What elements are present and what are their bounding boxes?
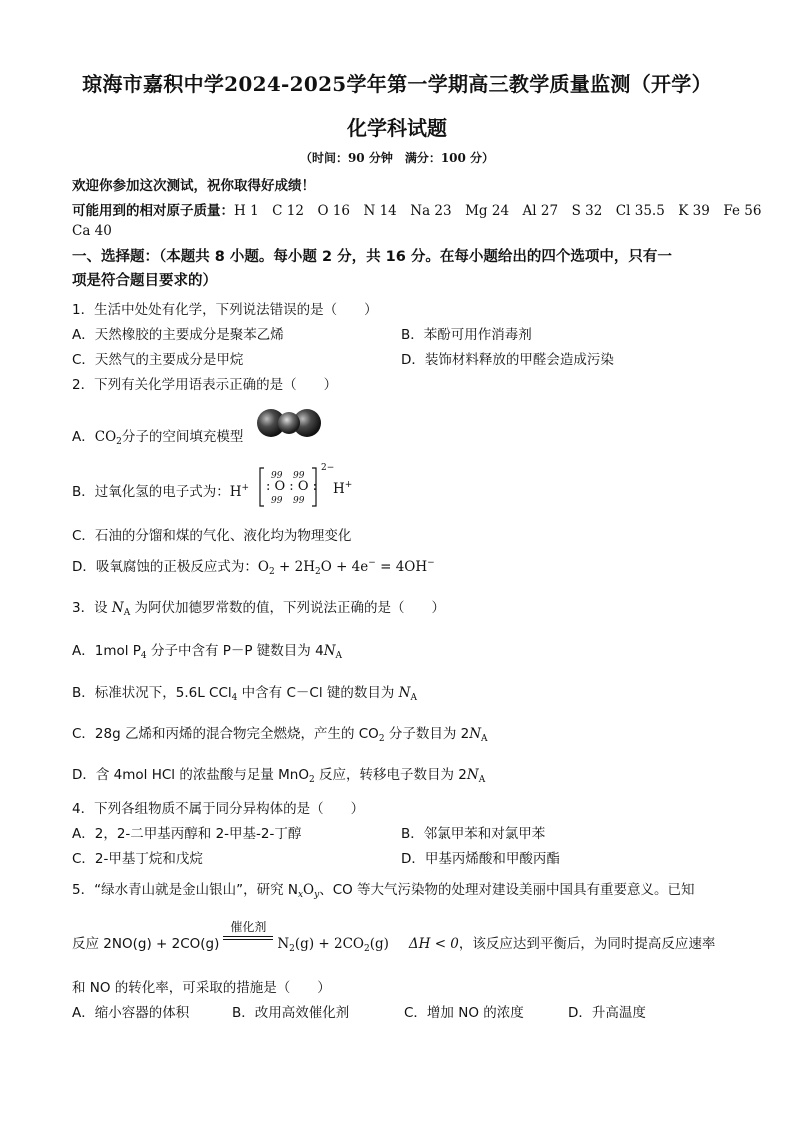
- q2-option-a: A．$CO_2$分子的空间填充模型: [72, 429, 244, 447]
- q5-option-d: D．升高温度: [568, 1005, 646, 1021]
- q1-option-d: D．装饰材料释放的甲醛会造成污染: [401, 352, 614, 368]
- atomic-mass-label: 可能用到的相对原子质量：: [72, 203, 234, 219]
- q2-option-c: C．石油的分馏和煤的气化、液化均为物理变化: [72, 528, 352, 544]
- q3-option-b: B．标准状况下，5.6L CCl$_4$ 中含有 C－Cl 键的数目为 $N_A$: [72, 685, 417, 703]
- q3-option-a: A．1mol $P_4$ 分子中含有 P－P 键数目为 $4N_A$: [72, 643, 343, 661]
- exam-title: 琼海市嘉积中学2024-2025学年第一学期高三教学质量监测（开学）: [82, 72, 712, 96]
- peroxide-h-right: H+: [333, 480, 353, 497]
- svg-text:99: 99: [293, 496, 305, 506]
- q2-option-d: D．吸氧腐蚀的正极反应式为：$O_2 + 2H_2O + 4e^- = 4OH^-$: [72, 558, 435, 577]
- q3-option-c: C．28g 乙烯和丙烯的混合物完全燃烧，产生的 $CO_2$ 分子数目为 $2N_A$: [72, 726, 488, 744]
- q5-option-a: A．缩小容器的体积: [72, 1005, 190, 1021]
- co2-space-filling-model-icon: [256, 408, 322, 438]
- q4-option-a: A．2，2-二甲基丙醇和 2-甲基-2-丁醇: [72, 826, 302, 842]
- exam-subtitle: 化学科试题: [347, 116, 447, 140]
- q1-option-a: A．天然橡胶的主要成分是聚苯乙烯: [72, 327, 284, 343]
- q5-option-b: B．改用高效催化剂: [232, 1005, 350, 1021]
- section-heading: [72, 245, 724, 293]
- q2-stem: 2．下列有关化学用语表示正确的是（ ）: [72, 377, 338, 393]
- q5-line3: 和 NO 的转化率，可采取的措施是（ ）: [72, 980, 331, 996]
- catalyst-arrow-icon: 催化剂: [221, 932, 275, 952]
- atomic-mass-values-2: Ca 40: [72, 223, 112, 239]
- atomic-mass-line: [72, 199, 761, 219]
- q1-option-b: B．苯酚可用作消毒剂: [401, 327, 532, 343]
- peroxide-charge: 2−: [321, 463, 335, 473]
- atomic-mass-values: H 1 C 12 O 16 N 14 Na 23 Mg 24 Al 27 S 32 Cl 35.5 K 39 Fe 56: [234, 203, 762, 219]
- q5-line1: 5．“绿水青山就是金山银山”，研究 $N_xO_y$、CO 等大气污染物的处理对建设美丽中国具有重要意义。已知: [72, 882, 695, 900]
- q4-stem: 4．下列各组物质不属于同分异构体的是（ ）: [72, 801, 365, 817]
- q4-option-b: B．邻氯甲苯和对氯甲苯: [401, 826, 546, 842]
- svg-text:99: 99: [271, 496, 283, 506]
- svg-text:99: 99: [293, 471, 305, 481]
- welcome-text: 欢迎你参加这次测试，祝你取得好成绩！: [72, 178, 315, 194]
- q2-option-b: B．过氧化氢的电子式为：H+: [72, 483, 250, 500]
- q5-option-c: C．增加 NO 的浓度: [404, 1005, 524, 1021]
- svg-text:99: 99: [271, 471, 283, 481]
- q4-option-d: D．甲基丙烯酸和甲酸丙酯: [401, 851, 560, 867]
- q3-option-d: D．含 4mol HCl 的浓盐酸与足量 MnO$_2$ 反应，转移电子数目为 $2N_A$: [72, 767, 486, 785]
- q5-line2: 反应 2NO(g) + 2CO(g) 催化剂 $N_2(g) + 2CO_2(g) \Delta H < 0$，该反应达到平衡后，为同时提高反应速率: [72, 920, 716, 954]
- q1-option-c: C．天然气的主要成分是甲烷: [72, 352, 244, 368]
- q4-option-c: C．2-甲基丁烷和戊烷: [72, 851, 203, 867]
- q1-stem: 1．生活中处处有化学，下列说法错误的是（ ）: [72, 302, 378, 318]
- section-heading-line1: 一、选择题：（本题共 8 小题。每小题 2 分，共 16 分。在每小题给出的四个选项中，只有一: [72, 249, 672, 265]
- q3-stem: 3．设 $N_A$ 为阿伏加德罗常数的值，下列说法正确的是（ ）: [72, 600, 445, 618]
- peroxide-oo: : O : O :: [266, 479, 317, 494]
- time-info: （时间：90 分钟 满分：100 分）: [299, 151, 495, 165]
- section-heading-line2: 项是符合题目要求的）: [72, 273, 217, 289]
